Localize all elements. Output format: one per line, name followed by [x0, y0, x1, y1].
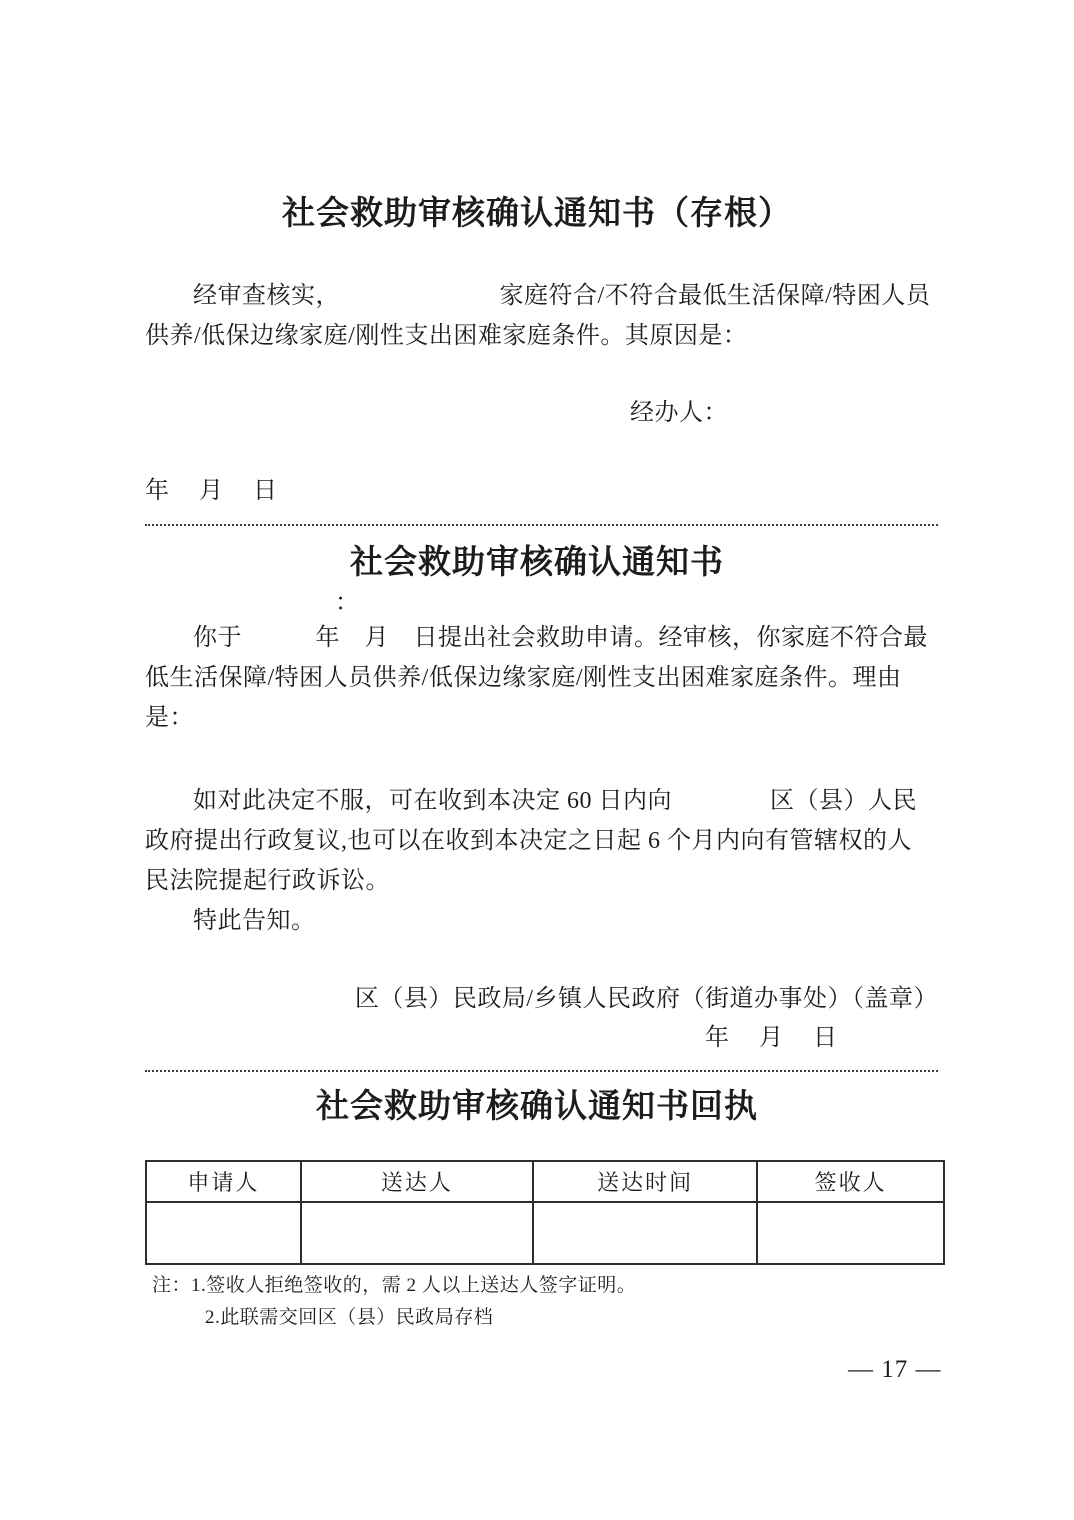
notice-body-line-6: 民法院提起行政诉讼。 — [145, 868, 390, 894]
cell-deliverer — [301, 1202, 533, 1264]
divider-dotted-top — [145, 524, 938, 526]
notice-date-label: 年 月 日 — [705, 1025, 840, 1051]
page-number: — 17 — — [848, 1356, 942, 1383]
col-header-delivery-time: 送达时间 — [533, 1161, 757, 1202]
cell-signee — [757, 1202, 944, 1264]
col-header-signee: 签收人 — [757, 1161, 944, 1202]
notice-body-line-3: 是： — [145, 705, 194, 731]
notice-body-line-4: 如对此决定不服，可在收到本决定 60 日内向 区（县）人民 — [193, 788, 917, 814]
receipt-note-2: 2.此联需交回区（县）民政局存档 — [205, 1307, 494, 1328]
stub-date-label: 年 月 日 — [145, 478, 280, 504]
stub-paragraph-line-2: 供养/低保边缘家庭/刚性支出困难家庭条件。其原因是： — [145, 323, 748, 349]
notice-body-line-7: 特此告知。 — [193, 908, 316, 934]
col-header-deliverer: 送达人 — [301, 1161, 533, 1202]
notice-title: 社会救助审核确认通知书 — [350, 543, 724, 580]
stub-handler-label: 经办人： — [630, 400, 728, 426]
col-header-applicant: 申请人 — [146, 1161, 301, 1202]
receipt-table — [145, 1160, 945, 1265]
notice-addressee-colon: ： — [335, 590, 360, 616]
cell-delivery-time — [533, 1202, 757, 1264]
receipt-title: 社会救助审核确认通知书回执 — [316, 1087, 758, 1124]
receipt-table-data-row — [146, 1202, 944, 1264]
notice-body-line-5: 政府提出行政复议,也可以在收到本决定之日起 6 个月内向有管辖权的人 — [145, 828, 912, 854]
stub-title: 社会救助审核确认通知书（存根） — [282, 194, 792, 231]
receipt-note-1: 注：1.签收人拒绝签收的，需 2 人以上送达人签字证明。 — [152, 1275, 637, 1296]
divider-dotted-bottom — [145, 1070, 938, 1072]
receipt-table-header-row — [146, 1161, 944, 1202]
cell-applicant — [146, 1202, 301, 1264]
notice-body-line-2: 低生活保障/特困人员供养/低保边缘家庭/刚性支出困难家庭条件。理由 — [145, 665, 902, 691]
notice-signature-line: 区（县）民政局/乡镇人民政府（街道办事处）（盖章） — [354, 986, 938, 1012]
notice-body-line-1: 你于 年 月 日提出社会救助申请。经审核，你家庭不符合最 — [193, 625, 928, 651]
stub-paragraph-line-1: 经审查核实， 家庭符合/不符合最低生活保障/特困人员 — [193, 283, 931, 309]
